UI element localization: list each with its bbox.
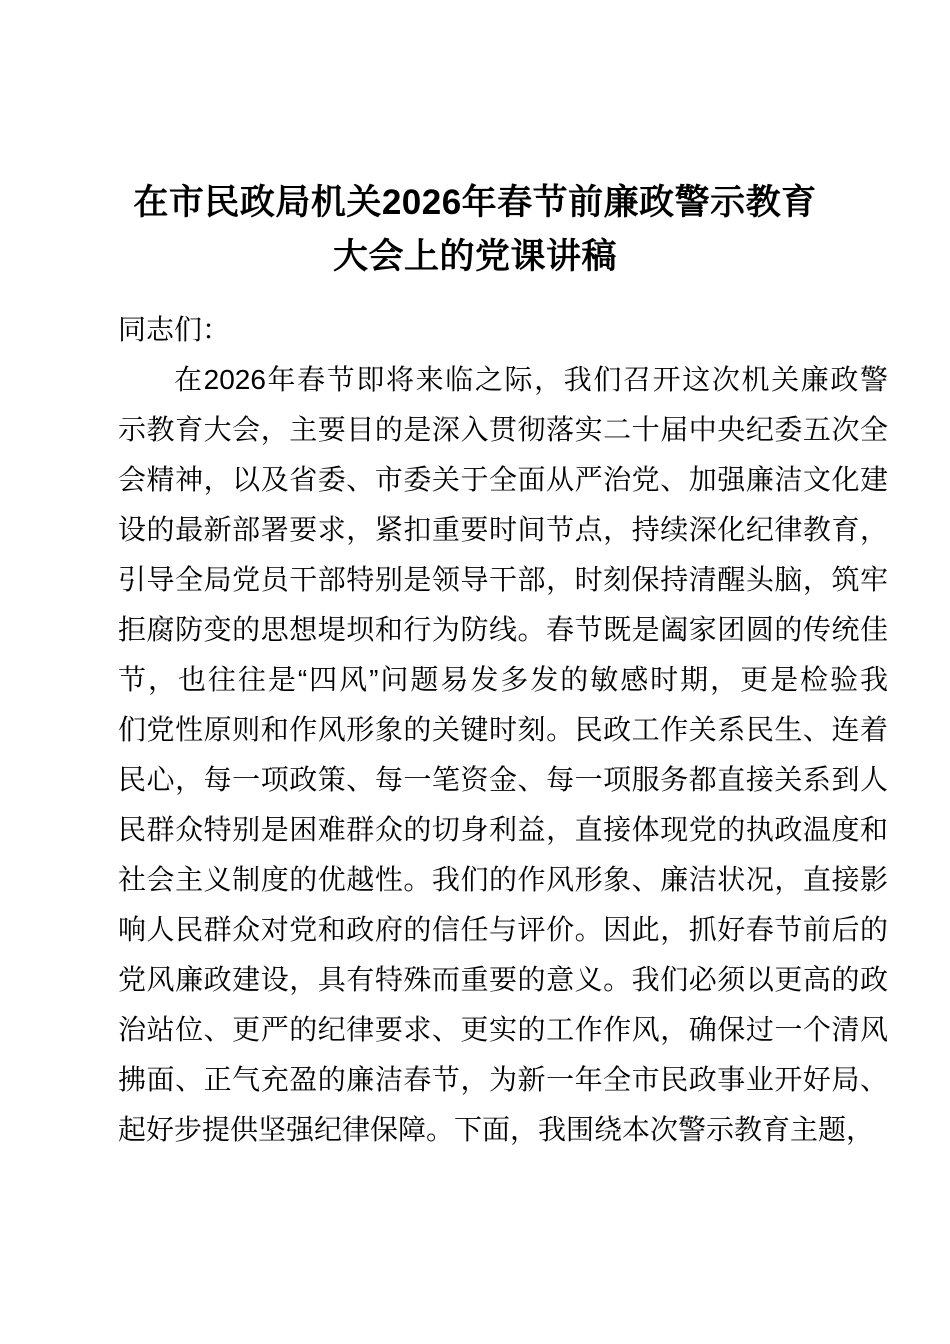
paragraph-line-4: 设的最新部署要求，紧扣重要时间节点，持续深化纪律教育， <box>118 514 888 545</box>
paragraph-line-7: 节，也往往是“四风”问题易发多发的敏感时期，更是检验我 <box>118 664 888 695</box>
salutation: 同志们： <box>118 314 231 345</box>
paragraph-line-15: 拂面、正气充盈的廉洁春节，为新一年全市民政事业开好局、 <box>118 1064 888 1095</box>
paragraph-line-8: 们党性原则和作风形象的关键时刻。民政工作关系民生、连着 <box>118 714 888 745</box>
document-title-line-1: 在市民政局机关2026年春节前廉政警示教育 <box>133 183 817 222</box>
paragraph-line-10: 民群众特别是困难群众的切身利益，直接体现党的执政温度和 <box>118 814 888 845</box>
body-paragraph <box>0 355 950 1155</box>
paragraph-line-16: 起好步提供坚强纪律保障。下面，我围绕本次警示教育主题， <box>118 1114 875 1145</box>
paragraph-line-12: 响人民群众对党和政府的信任与评价。因此，抓好春节前后的 <box>118 914 888 945</box>
paragraph-line-5: 引导全局党员干部特别是领导干部，时刻保持清醒头脑，筑牢 <box>118 564 888 595</box>
paragraph-line-13: 党风廉政建设，具有特殊而重要的意义。我们必须以更高的政 <box>118 964 888 995</box>
document-title <box>0 0 950 284</box>
paragraph-line-6: 拒腐防变的思想堤坝和行为防线。春节既是阖家团圆的传统佳 <box>118 614 888 645</box>
paragraph-line-2: 示教育大会，主要目的是深入贯彻落实二十届中央纪委五次全 <box>118 414 888 445</box>
paragraph-line-11: 社会主义制度的优越性。我们的作风形象、廉洁状况，直接影 <box>118 864 888 895</box>
paragraph-line-1: 在2026年春节即将来临之际，我们召开这次机关廉政警 <box>174 364 888 395</box>
document-title-line-2: 大会上的党课讲稿 <box>332 237 617 276</box>
paragraph-line-14: 治站位、更严的纪律要求、更实的工作作风，确保过一个清风 <box>118 1014 888 1045</box>
paragraph-line-3: 会精神，以及省委、市委关于全面从严治党、加强廉洁文化建 <box>118 464 888 495</box>
paragraph-line-9: 民心，每一项政策、每一笔资金、每一项服务都直接关系到人 <box>118 764 888 795</box>
